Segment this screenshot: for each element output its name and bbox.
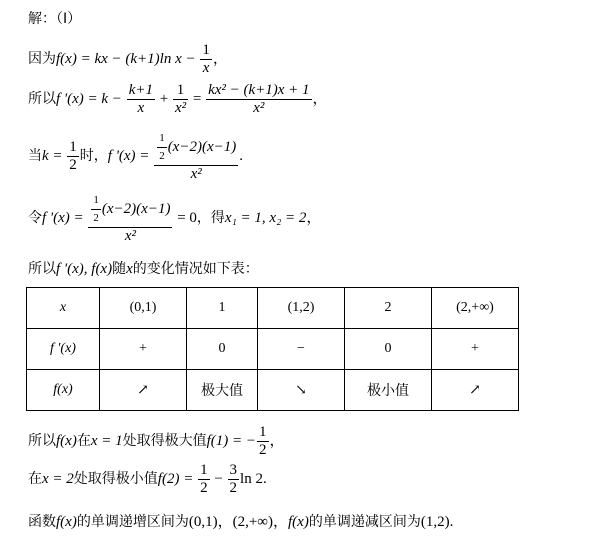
line-3 bbox=[28, 130, 243, 183]
math: x bbox=[126, 261, 133, 277]
text: 令 bbox=[28, 209, 42, 226]
math: f(2) = bbox=[157, 470, 198, 487]
math: k = bbox=[42, 147, 67, 164]
table-cell: 0 bbox=[187, 329, 258, 370]
text: 的单调递增区间为 bbox=[76, 514, 189, 530]
decreasing-arrow-icon: ↘ bbox=[258, 370, 345, 411]
fraction bbox=[157, 130, 167, 165]
fraction bbox=[173, 82, 188, 117]
denominator: x² bbox=[253, 100, 265, 116]
line-8 bbox=[28, 510, 453, 531]
line-6 bbox=[28, 424, 285, 459]
text: ， bbox=[312, 90, 328, 107]
table-cell: 2 bbox=[345, 288, 432, 329]
math: + bbox=[155, 90, 172, 107]
math: (x−2)(x−1) bbox=[101, 200, 171, 217]
math: f(x) bbox=[56, 432, 77, 449]
text: 在 bbox=[28, 470, 42, 487]
denominator: x² bbox=[190, 166, 202, 182]
math: x = 1 bbox=[90, 432, 123, 449]
denominator: 2 bbox=[200, 480, 208, 496]
line-7 bbox=[28, 462, 267, 497]
text: 所以 bbox=[28, 261, 56, 277]
math: f(x) bbox=[56, 50, 77, 67]
fraction bbox=[257, 424, 269, 459]
text: 的单调递减区间为 bbox=[308, 514, 421, 530]
text: 所以 bbox=[28, 90, 56, 107]
denominator: 2 bbox=[93, 212, 99, 224]
line-5 bbox=[28, 258, 259, 278]
text: 的变化情况如下表： bbox=[132, 261, 259, 277]
math: = bbox=[189, 90, 206, 107]
table-cell: 极小值 bbox=[345, 370, 432, 411]
table-row bbox=[27, 329, 519, 370]
denominator: x bbox=[137, 100, 145, 116]
table-row bbox=[27, 288, 519, 329]
fraction bbox=[200, 42, 212, 77]
text: 处取得极大值 bbox=[122, 432, 207, 449]
text: 函数 bbox=[28, 514, 56, 530]
denominator: 2 bbox=[229, 480, 238, 496]
numerator: 1 bbox=[202, 42, 210, 58]
text: ， bbox=[273, 514, 289, 530]
numerator: 1 bbox=[200, 462, 208, 478]
text: 在 bbox=[76, 432, 91, 449]
math: (1,2) bbox=[420, 514, 450, 530]
math: f '(x) = k − bbox=[56, 90, 126, 107]
table-cell: + bbox=[100, 329, 187, 370]
numerator: 1 bbox=[91, 192, 101, 210]
text: 所以 bbox=[28, 432, 56, 449]
numerator: k+1 bbox=[128, 82, 153, 98]
math: f(x) bbox=[56, 514, 77, 530]
math: (2,+∞) bbox=[232, 514, 273, 530]
line-1 bbox=[28, 42, 228, 77]
fraction bbox=[88, 192, 172, 245]
numerator: 1 bbox=[157, 130, 167, 148]
table-cell: (1,2) bbox=[258, 288, 345, 329]
text: ， bbox=[269, 432, 285, 449]
math: f '(x) = bbox=[42, 209, 88, 226]
table-cell: − bbox=[258, 329, 345, 370]
math: (x−2)(x−1) bbox=[167, 138, 237, 155]
numerator: 3 bbox=[229, 462, 238, 478]
heading: 解：（Ⅰ） bbox=[28, 11, 82, 27]
fraction bbox=[228, 462, 240, 497]
numerator: 1 bbox=[173, 82, 188, 100]
increasing-arrow-icon: ↗ bbox=[432, 370, 519, 411]
fraction bbox=[198, 462, 210, 497]
table-cell: (2,+∞) bbox=[432, 288, 519, 329]
table-cell: 极大值 bbox=[187, 370, 258, 411]
table-row bbox=[27, 370, 519, 411]
text: 时， bbox=[79, 147, 108, 164]
fraction bbox=[154, 130, 238, 183]
table-cell: x bbox=[27, 288, 100, 329]
text: ， bbox=[212, 50, 228, 67]
text: 随 bbox=[112, 261, 127, 277]
table-cell: + bbox=[432, 329, 519, 370]
math: x₁ = 1, x₂ = 2 bbox=[224, 209, 307, 226]
numerator bbox=[154, 130, 238, 166]
fraction bbox=[206, 82, 311, 117]
text: . bbox=[449, 514, 454, 530]
numerator: kx² − (k+1)x + 1 bbox=[208, 82, 310, 98]
math: f(x) bbox=[288, 514, 309, 530]
math: (0,1) bbox=[188, 514, 218, 530]
numerator: 1 bbox=[69, 139, 77, 155]
math: ln 2 bbox=[240, 470, 263, 487]
text: 处取得极小值 bbox=[73, 470, 158, 487]
math: − bbox=[210, 470, 227, 487]
numerator: 1 bbox=[259, 424, 267, 440]
text: ， bbox=[217, 514, 233, 530]
fraction bbox=[67, 139, 79, 174]
fraction bbox=[91, 192, 101, 227]
text: ，得 bbox=[196, 209, 225, 226]
math: = 0 bbox=[173, 209, 197, 226]
numerator bbox=[88, 192, 172, 228]
table-cell: 1 bbox=[187, 288, 258, 329]
math: f(1) = − bbox=[206, 432, 257, 449]
text: 当 bbox=[28, 147, 42, 164]
denominator: 2 bbox=[159, 150, 165, 162]
increasing-arrow-icon: ↗ bbox=[100, 370, 187, 411]
denominator: x² bbox=[174, 100, 187, 116]
text: 因为 bbox=[28, 50, 56, 67]
table-cell: f '(x) bbox=[27, 329, 100, 370]
denominator: 2 bbox=[69, 157, 77, 173]
table-cell: 0 bbox=[345, 329, 432, 370]
text: . bbox=[239, 147, 243, 164]
denominator: x bbox=[202, 60, 210, 76]
math: f '(x), f(x) bbox=[56, 261, 113, 277]
line-4 bbox=[28, 192, 321, 245]
line-2 bbox=[28, 82, 328, 117]
denominator: 2 bbox=[259, 442, 267, 458]
text: . bbox=[262, 470, 267, 487]
fraction bbox=[127, 82, 155, 117]
denominator: x² bbox=[124, 228, 136, 244]
text: ， bbox=[306, 209, 322, 226]
table-cell: (0,1) bbox=[100, 288, 187, 329]
table-cell: f(x) bbox=[27, 370, 100, 411]
math: = kx − (k+1)ln x − bbox=[76, 50, 200, 67]
math: f '(x) = bbox=[107, 147, 154, 164]
variation-table bbox=[26, 287, 519, 411]
math: x = 2 bbox=[42, 470, 74, 487]
